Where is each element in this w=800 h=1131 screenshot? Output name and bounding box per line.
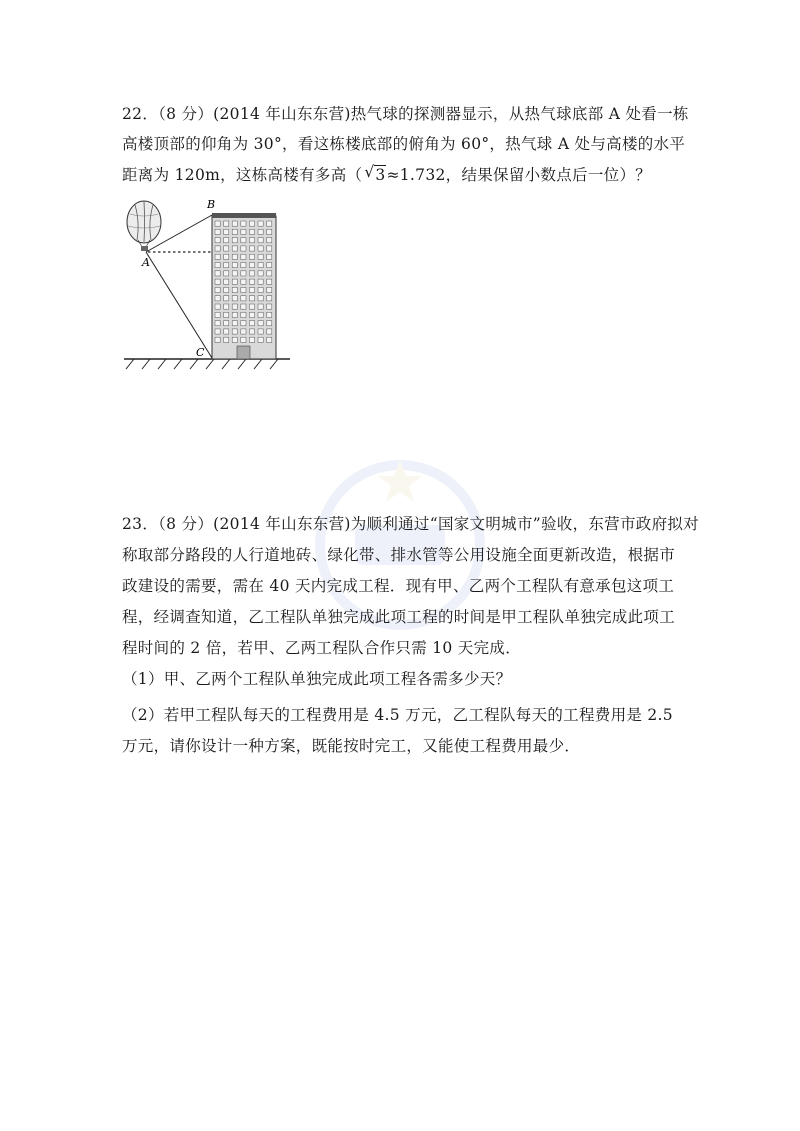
q23-text-line-1: 23．（8 分）(2014 年山东东营)为顺利通过“国家文明城市”验收，东营市政府拟对: [122, 515, 699, 533]
label-c: C: [196, 346, 205, 359]
q22-text-line-2: 高楼顶部的仰角为 30°，看这栋楼底部的俯角为 60°，热气球 A 处与高楼的水平: [122, 135, 686, 153]
q22-line3-prefix: 距离为 120m，这栋高楼有多高（: [122, 166, 363, 184]
label-b: B: [207, 198, 216, 211]
q23-text-line-3: 政建设的需要，需在 40 天内完成工程．现有甲、乙两个工程队有意承包这项工: [122, 577, 675, 595]
q23-part-2-line-1: （2）若甲工程队每天的工程费用是 4.5 万元，乙工程队每天的工程费用是 2.5: [122, 706, 673, 724]
sqrt-radicand: 3: [375, 166, 386, 184]
line-a-to-c: [146, 252, 212, 358]
q22-text-line-1: 22．（8 分）(2014 年山东东营)热气球的探测器显示，从热气球底部 A 处看一栋: [122, 105, 689, 123]
hot-air-balloon-icon: [127, 201, 161, 251]
balloon-building-figure: [120, 196, 292, 374]
sqrt-three: [364, 165, 386, 184]
q22-line3-suffix: ≈1.732，结果保留小数点后一位）？: [386, 166, 652, 184]
radical-icon: √: [364, 163, 375, 181]
q23-part-2-line-2: 万元，请你设计一种方案，既能按时完工，又能使工程费用最少．: [122, 737, 581, 755]
label-a: A: [142, 256, 150, 269]
tall-building: [212, 213, 276, 359]
q23-text-line-2: 称取部分路段的人行道地砖、绿化带、排水管等公用设施全面更新改造，根据市: [122, 546, 676, 564]
q23-text-line-4: 程，经调查知道，乙工程队单独完成此项工程的时间是甲工程队单独完成此项工: [122, 608, 676, 626]
q23-part-1: （1）甲、乙两个工程队单独完成此项工程各需多少天？: [122, 670, 512, 688]
ground-hatching: [126, 359, 278, 369]
q23-text-line-5: 程时间的 2 倍，若甲、乙两工程队合作只需 10 天完成．: [122, 639, 521, 657]
q22-text-line-3: [122, 163, 651, 185]
